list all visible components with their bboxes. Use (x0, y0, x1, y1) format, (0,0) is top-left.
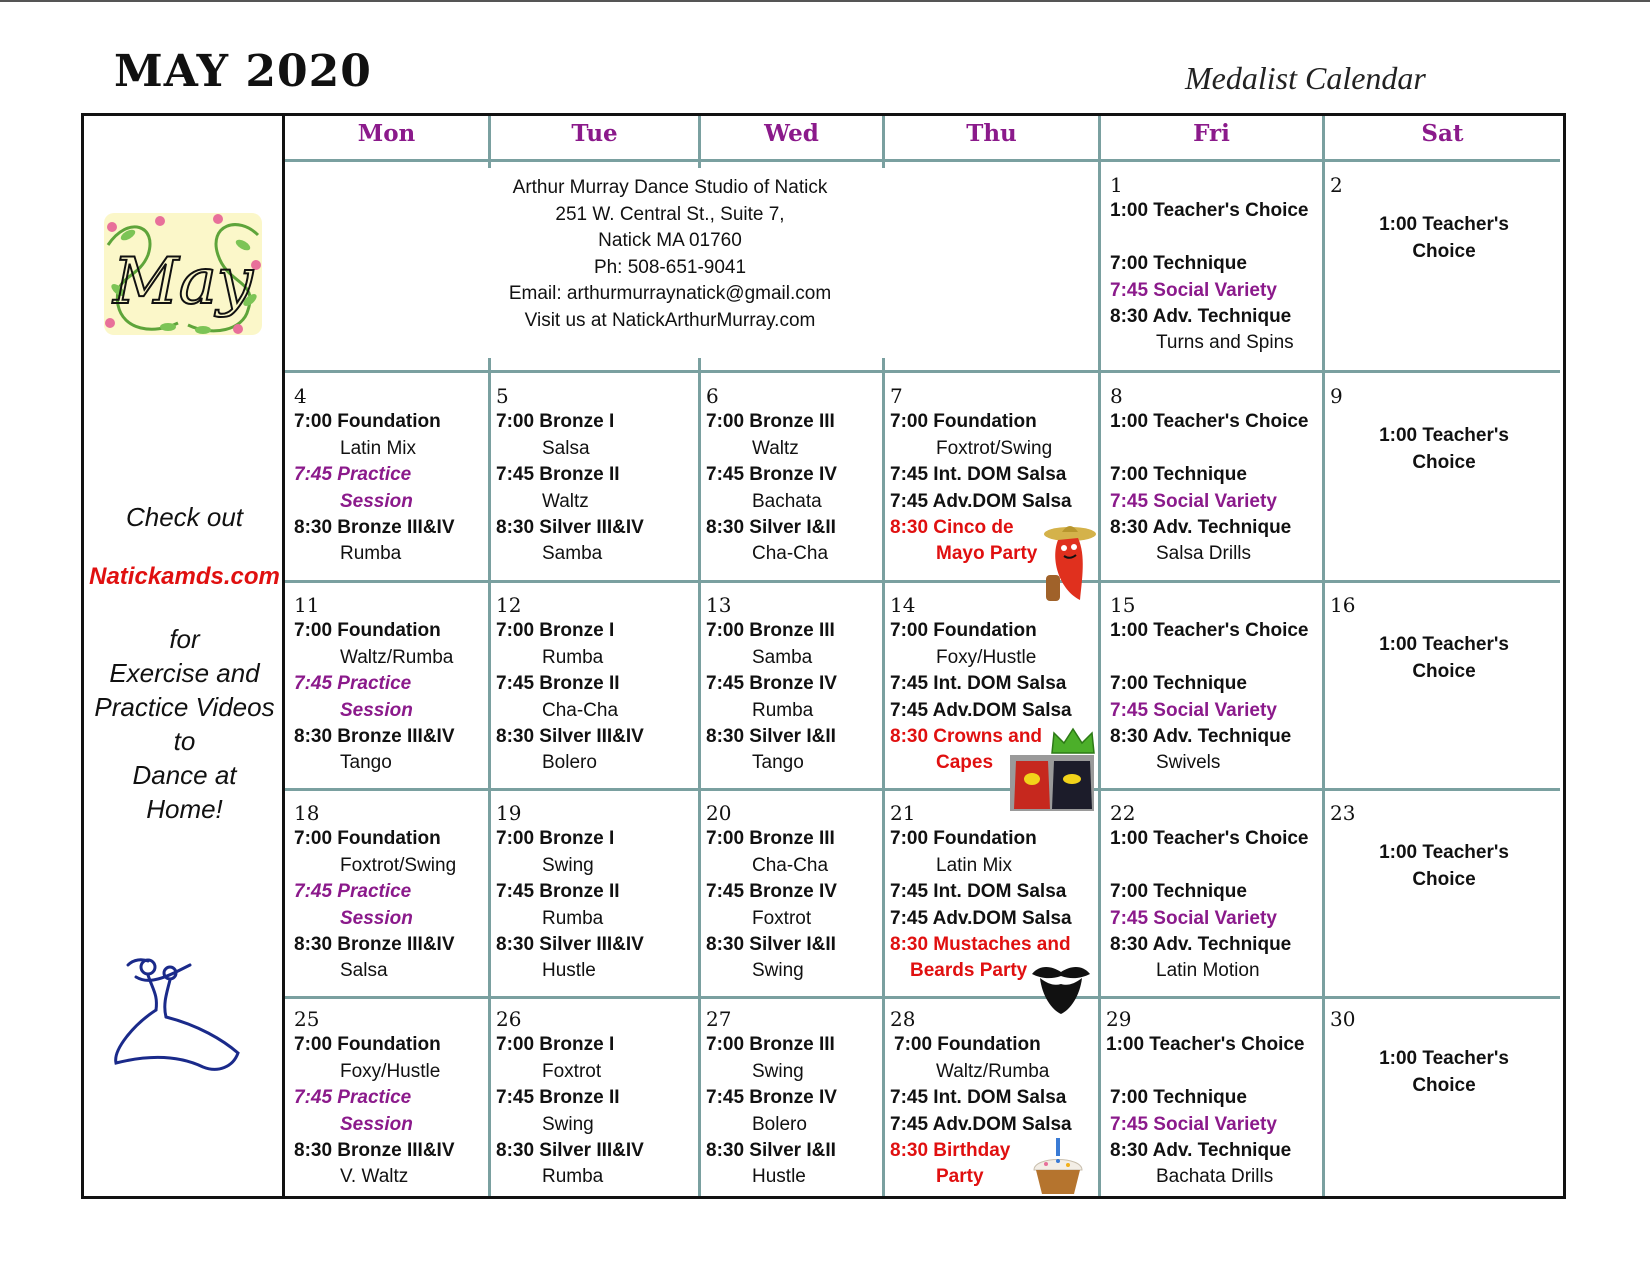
page-title: MAY 2020 (114, 46, 372, 97)
class-adv-dom: 7:45 Adv.DOM Salsa (890, 490, 1072, 512)
class-adv-dom: 7:45 Adv.DOM Salsa (890, 1113, 1072, 1135)
class-silver: 8:30 Silver I&II (706, 726, 836, 748)
party-event: 8:30 Birthday (890, 1140, 1011, 1162)
day-number: 16 (1330, 593, 1356, 617)
class-foundation: 7:00 Foundation (294, 411, 441, 433)
studio-street: 251 W. Central St., Suite 7, (555, 203, 785, 225)
grid-line (488, 358, 491, 1196)
sidebar-home: Home! (146, 794, 223, 824)
class-adv-technique: 8:30 Adv. Technique (1110, 934, 1292, 956)
class-practice-session: Session (340, 490, 413, 512)
day-number: 5 (496, 384, 509, 408)
day-number: 27 (706, 1007, 732, 1031)
class-technique: 7:00 Technique (1110, 253, 1247, 275)
calendar-subtitle: Medalist Calendar (1185, 60, 1426, 96)
class-dance: Waltz/Rumba (340, 646, 454, 668)
class-adv-technique: 8:30 Adv. Technique (1110, 1140, 1292, 1162)
class-technique: 7:00 Technique (1110, 881, 1247, 903)
day-cell-8 (1110, 383, 1308, 568)
class-dance: Foxy/Hustle (340, 1060, 441, 1082)
class-dance: Tango (340, 752, 392, 774)
class-teachers-choice: 1:00 Teacher's (1379, 425, 1509, 447)
sidebar-for: for (169, 624, 200, 654)
sidebar-exercise: Exercise and (109, 658, 260, 688)
class-dance: Rumba (752, 699, 814, 721)
day-number: 12 (496, 593, 522, 617)
day-cell-16 (1330, 592, 1558, 685)
class-silver: 8:30 Silver III&IV (496, 934, 644, 956)
class-dance: Waltz/Rumba (936, 1060, 1050, 1082)
class-dance: Foxtrot/Swing (936, 437, 1053, 459)
class-bronze: 8:30 Bronze III&IV (294, 1140, 455, 1162)
top-rule (0, 0, 1650, 2)
class-teachers-choice-cont: Choice (1412, 240, 1476, 262)
day-cell-5 (496, 383, 644, 568)
day-number: 23 (1330, 801, 1356, 825)
class-dance: Waltz (752, 437, 799, 459)
class-teachers-choice-cont: Choice (1412, 1074, 1476, 1096)
class-dance: Rumba (340, 543, 402, 565)
grid-line (285, 370, 1560, 373)
class-topic: Swivels (1156, 752, 1221, 774)
day-number: 30 (1330, 1007, 1356, 1031)
grid-line (285, 159, 1560, 162)
day-cell-2 (1330, 172, 1558, 265)
class-dance: Tango (752, 752, 804, 774)
class-practice: 7:45 Practice (294, 1087, 412, 1109)
class-social-variety: 7:45 Social Variety (1110, 1113, 1277, 1135)
day-number: 20 (706, 801, 732, 825)
studio-phone: Ph: 508-651-9041 (593, 256, 747, 278)
class-foundation: 7:00 Foundation (890, 828, 1037, 850)
class-bronze-iv: 7:45 Bronze IV (706, 881, 837, 903)
class-teachers-choice: 1:00 Teacher's Choice (1106, 1034, 1305, 1056)
class-dance: Bachata (752, 490, 822, 512)
class-technique: 7:00 Technique (1110, 1087, 1247, 1109)
grid-line (1098, 116, 1101, 1196)
day-cell-6 (706, 383, 837, 568)
class-practice-session: Session (340, 699, 413, 721)
party-event: 8:30 Crowns and (890, 726, 1043, 748)
sidebar-divider (282, 113, 285, 1199)
day-cell-15 (1110, 592, 1308, 777)
party-event: 8:30 Mustaches and (890, 934, 1071, 956)
class-teachers-choice-cont: Choice (1412, 451, 1476, 473)
class-foundation: 7:00 Foundation (890, 411, 1037, 433)
class-topic: Salsa Drills (1156, 543, 1252, 565)
grid-line (882, 358, 885, 1196)
class-int-dom: 7:45 Int. DOM Salsa (890, 673, 1067, 695)
class-dance: Cha-Cha (542, 699, 619, 721)
day-cell-13 (706, 592, 837, 777)
class-bronze-iii: 7:00 Bronze III (706, 1034, 835, 1056)
class-dance: Latin Mix (340, 437, 417, 459)
class-dance: Rumba (542, 907, 604, 929)
day-header-thu: Thu (966, 120, 1017, 147)
class-dance: Foxtrot (542, 1060, 602, 1082)
class-teachers-choice: 1:00 Teacher's (1379, 214, 1509, 236)
class-social-variety: 7:45 Social Variety (1110, 490, 1277, 512)
day-number: 14 (890, 593, 916, 617)
class-dance: Swing (752, 1060, 804, 1082)
class-silver: 8:30 Silver I&II (706, 934, 836, 956)
class-adv-dom: 7:45 Adv.DOM Salsa (890, 699, 1072, 721)
class-practice-session: Session (340, 1113, 413, 1135)
class-bronze-iii: 7:00 Bronze III (706, 828, 835, 850)
class-bronze-i: 7:00 Bronze I (496, 1034, 615, 1056)
class-int-dom: 7:45 Int. DOM Salsa (890, 881, 1067, 903)
class-dance: Swing (542, 1113, 594, 1135)
class-dance: Foxy/Hustle (936, 646, 1037, 668)
day-number: 22 (1110, 801, 1136, 825)
sidebar-dance-at: Dance at (132, 760, 237, 790)
party-event-cont: Party (936, 1166, 984, 1188)
class-bronze-ii: 7:45 Bronze II (496, 464, 620, 486)
day-cell-14 (890, 592, 1072, 777)
day-header-sat: Sat (1421, 120, 1464, 147)
class-social-variety: 7:45 Social Variety (1110, 907, 1277, 929)
party-event-cont: Mayo Party (936, 543, 1038, 565)
class-bronze: 8:30 Bronze III&IV (294, 517, 455, 539)
day-number: 7 (890, 384, 903, 408)
class-silver: 8:30 Silver III&IV (496, 726, 644, 748)
sidebar-videos: Practice Videos (94, 692, 275, 722)
day-cell-4 (294, 383, 455, 568)
class-topic: Turns and Spins (1156, 332, 1294, 354)
studio-name: Arthur Murray Dance Studio of Natick (512, 177, 828, 198)
day-header-mon: Mon (357, 120, 416, 147)
sidebar-website-link[interactable]: Natickamds.com (89, 563, 280, 590)
class-dance: Bolero (752, 1113, 807, 1135)
class-bronze-iii: 7:00 Bronze III (706, 620, 835, 642)
day-cell-21 (890, 800, 1072, 985)
class-silver: 8:30 Silver III&IV (496, 517, 644, 539)
class-dance: Hustle (542, 960, 596, 982)
class-teachers-choice: 1:00 Teacher's (1379, 634, 1509, 656)
crown-icon (1050, 727, 1096, 755)
party-event-cont: Beards Party (910, 960, 1028, 982)
day-cell-18 (294, 800, 456, 985)
day-header-tue: Tue (571, 120, 618, 147)
class-practice-session: Session (340, 907, 413, 929)
class-dance: Waltz (542, 490, 589, 512)
class-dance: Salsa (542, 437, 590, 459)
class-int-dom: 7:45 Int. DOM Salsa (890, 1087, 1067, 1109)
day-number: 21 (890, 801, 916, 825)
grid-line (285, 580, 1560, 583)
grid-line (285, 996, 1560, 999)
day-number: 1 (1110, 173, 1123, 197)
class-dance: Swing (752, 960, 804, 982)
day-header-fri: Fri (1193, 120, 1230, 147)
class-teachers-choice-cont: Choice (1412, 660, 1476, 682)
studio-info (290, 175, 1050, 334)
class-social-variety: 7:45 Social Variety (1110, 699, 1277, 721)
day-number: 28 (890, 1007, 916, 1031)
class-dance: Swing (542, 854, 594, 876)
day-cell-20 (706, 800, 837, 985)
class-silver: 8:30 Silver III&IV (496, 1140, 644, 1162)
class-bronze-iv: 7:45 Bronze IV (706, 673, 837, 695)
class-teachers-choice: 1:00 Teacher's Choice (1110, 620, 1309, 642)
day-number: 15 (1110, 593, 1136, 617)
class-adv-technique: 8:30 Adv. Technique (1110, 517, 1292, 539)
class-dance: Salsa (340, 960, 388, 982)
may-logo-icon (98, 205, 268, 345)
day-cell-19 (496, 800, 644, 985)
class-adv-dom: 7:45 Adv.DOM Salsa (890, 907, 1072, 929)
class-dance: Cha-Cha (752, 854, 829, 876)
dancers-icon (108, 955, 253, 1075)
class-teachers-choice: 1:00 Teacher's (1379, 1048, 1509, 1070)
day-number: 8 (1110, 384, 1123, 408)
day-number: 6 (706, 384, 719, 408)
class-foundation: 7:00 Foundation (294, 828, 441, 850)
day-number: 2 (1330, 173, 1343, 197)
day-number: 25 (294, 1007, 320, 1031)
day-number: 11 (294, 593, 320, 617)
class-foundation: 7:00 Foundation (294, 620, 441, 642)
class-bronze-ii: 7:45 Bronze II (496, 881, 620, 903)
day-number: 4 (294, 384, 307, 408)
sidebar-to: to (173, 726, 196, 756)
day-header-wed: Wed (764, 120, 819, 147)
class-technique: 7:00 Technique (1110, 464, 1247, 486)
class-bronze: 8:30 Bronze III&IV (294, 726, 455, 748)
day-cell-25 (294, 1006, 455, 1191)
class-bronze-iv: 7:45 Bronze IV (706, 464, 837, 486)
class-dance: Latin Mix (936, 854, 1013, 876)
class-silver: 8:30 Silver I&II (706, 1140, 836, 1162)
day-cell-23 (1330, 800, 1558, 893)
class-bronze-i: 7:00 Bronze I (496, 620, 615, 642)
class-teachers-choice: 1:00 Teacher's Choice (1110, 411, 1309, 433)
studio-website: Visit us at NatickArthurMurray.com (524, 309, 816, 331)
grid-line (285, 788, 1560, 791)
class-bronze: 8:30 Bronze III&IV (294, 934, 455, 956)
class-topic: Bachata Drills (1156, 1166, 1274, 1188)
grid-line (698, 358, 701, 1196)
day-cell-30 (1330, 1006, 1558, 1099)
class-bronze-iii: 7:00 Bronze III (706, 411, 835, 433)
day-cell-11 (294, 592, 455, 777)
class-dance: Samba (542, 543, 603, 565)
party-event: 8:30 Cinco de (890, 517, 1014, 539)
class-dance: Foxtrot/Swing (340, 854, 457, 876)
class-bronze-ii: 7:45 Bronze II (496, 673, 620, 695)
class-dance: Rumba (542, 646, 604, 668)
class-bronze-i: 7:00 Bronze I (496, 828, 615, 850)
party-event-cont: Capes (936, 752, 994, 774)
class-practice: 7:45 Practice (294, 464, 412, 486)
studio-city: Natick MA 01760 (598, 230, 742, 251)
class-technique: 7:00 Technique (1110, 673, 1247, 695)
class-dance: Rumba (542, 1166, 604, 1188)
day-number: 18 (294, 801, 320, 825)
day-number: 9 (1330, 384, 1343, 408)
class-adv-technique: 8:30 Adv. Technique (1110, 726, 1292, 748)
class-dance: V. Waltz (340, 1166, 409, 1188)
class-social-variety: 7:45 Social Variety (1110, 279, 1277, 301)
day-cell-29 (1106, 1006, 1304, 1191)
class-adv-technique: 8:30 Adv. Technique (1110, 306, 1292, 328)
class-dance: Bolero (542, 752, 597, 774)
day-cell-22 (1110, 800, 1308, 985)
class-bronze-iv: 7:45 Bronze IV (706, 1087, 837, 1109)
class-teachers-choice-cont: Choice (1412, 868, 1476, 890)
class-dance: Cha-Cha (752, 543, 829, 565)
class-foundation: 7:00 Foundation (294, 1034, 441, 1056)
class-bronze-ii: 7:45 Bronze II (496, 1087, 620, 1109)
class-dance: Samba (752, 646, 813, 668)
sidebar-check-out: Check out (125, 502, 244, 532)
class-dance: Foxtrot (752, 907, 812, 929)
class-int-dom: 7:45 Int. DOM Salsa (890, 464, 1067, 486)
class-teachers-choice: 1:00 Teacher's (1379, 842, 1509, 864)
class-bronze-i: 7:00 Bronze I (496, 411, 615, 433)
class-practice: 7:45 Practice (294, 881, 412, 903)
class-teachers-choice: 1:00 Teacher's Choice (1110, 200, 1309, 222)
day-number: 26 (496, 1007, 522, 1031)
day-cell-12 (496, 592, 644, 777)
cupcake-icon (1030, 1138, 1086, 1198)
class-dance: Hustle (752, 1166, 806, 1188)
day-cell-26 (496, 1006, 644, 1191)
day-number: 29 (1106, 1007, 1132, 1031)
day-cell-9 (1330, 383, 1558, 476)
class-foundation: 7:00 Foundation (894, 1034, 1041, 1056)
class-practice: 7:45 Practice (294, 673, 412, 695)
class-teachers-choice: 1:00 Teacher's Choice (1110, 828, 1309, 850)
may-logo-word: May (113, 245, 253, 319)
day-cell-27 (706, 1006, 837, 1191)
class-topic: Latin Motion (1156, 960, 1260, 982)
grid-line (1322, 116, 1325, 1196)
class-foundation: 7:00 Foundation (890, 620, 1037, 642)
day-number: 19 (496, 801, 522, 825)
class-silver: 8:30 Silver I&II (706, 517, 836, 539)
day-cell-1 (1110, 172, 1308, 357)
studio-email: Email: arthurmurraynatick@gmail.com (508, 283, 832, 304)
day-number: 13 (706, 593, 732, 617)
